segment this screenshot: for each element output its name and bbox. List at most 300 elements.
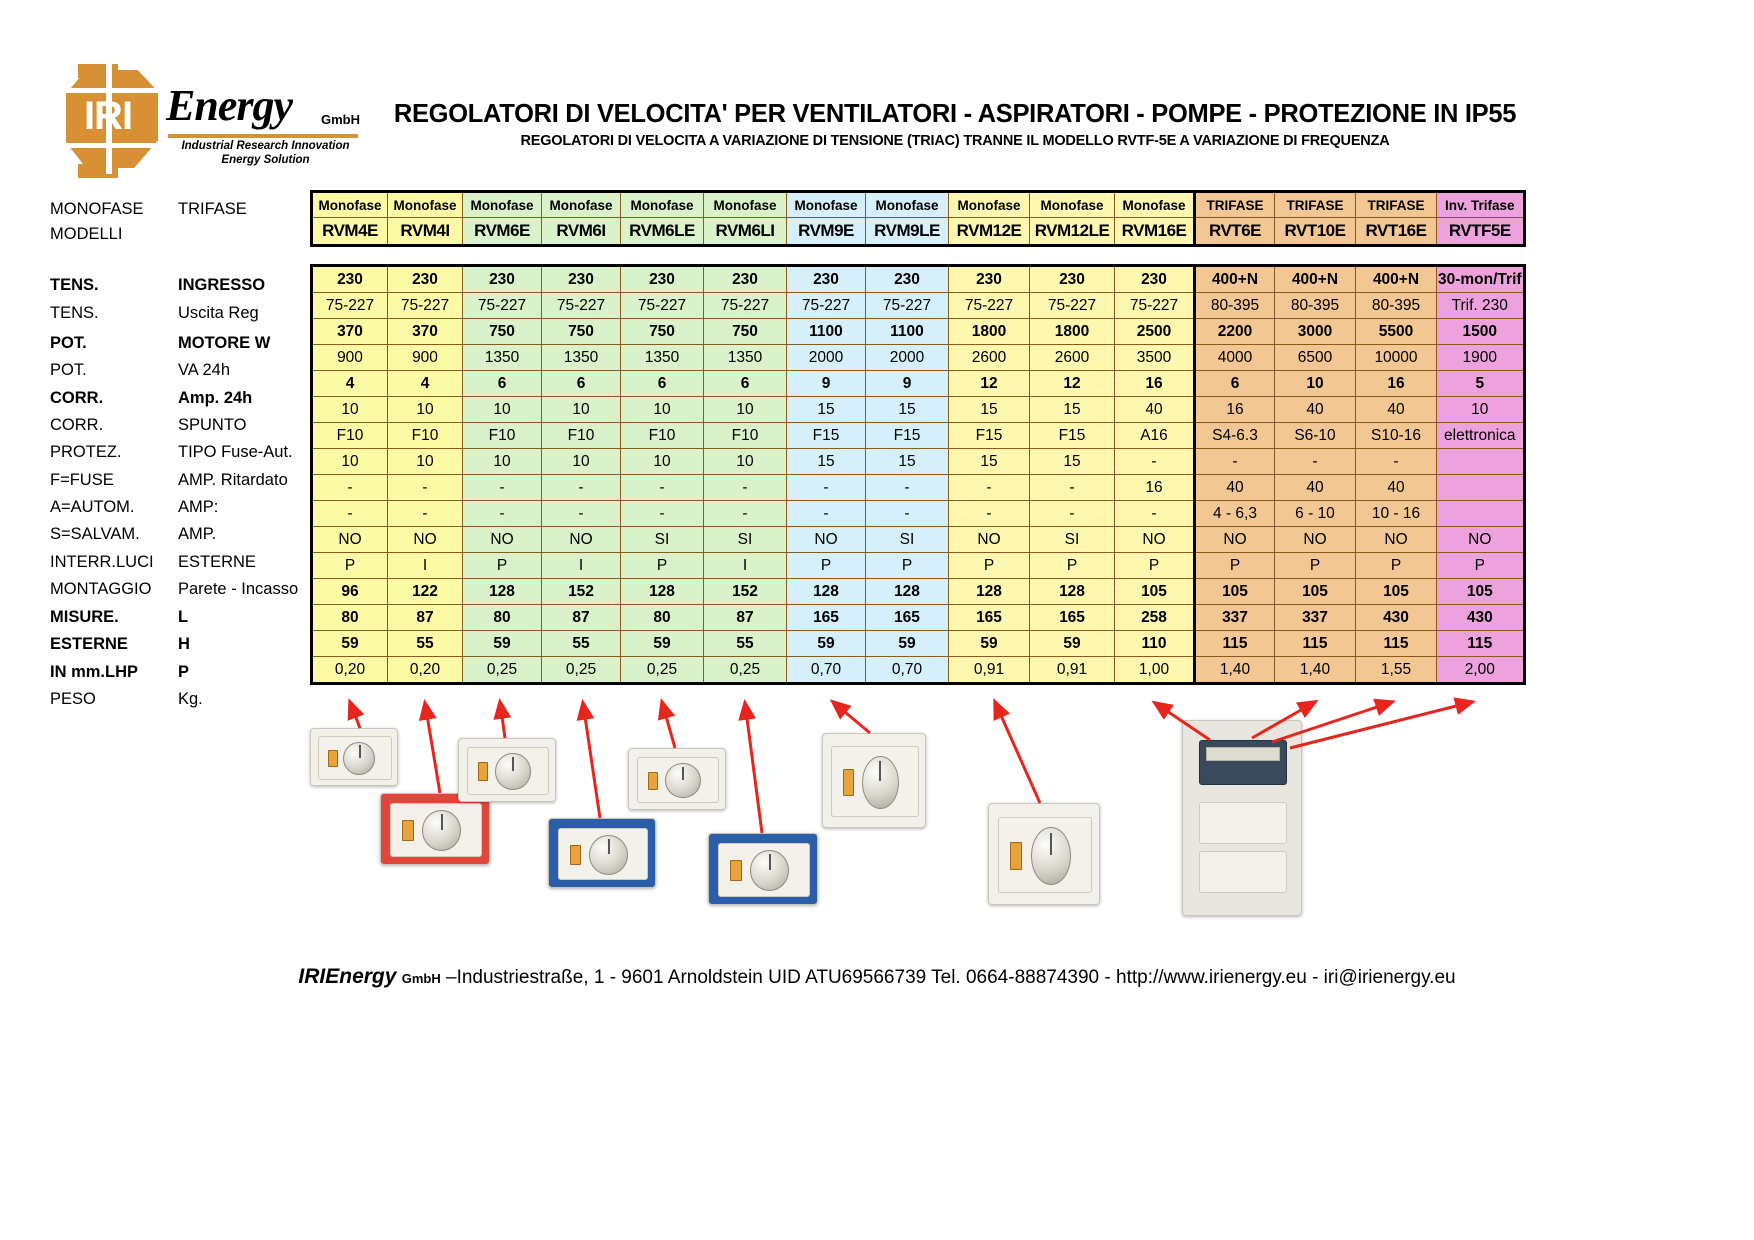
table-cell: 15 [1030, 397, 1115, 423]
row-label-primary: POT. [50, 334, 87, 352]
row-label-secondary: Amp. 24h [178, 389, 253, 407]
row-label-2 [50, 272, 315, 298]
table-cell: RVM12LE [1030, 218, 1115, 246]
table-cell: 16 [1115, 475, 1195, 501]
table-cell: 15 [949, 397, 1030, 423]
table-cell: NO [949, 527, 1030, 553]
table-cell: 6 [463, 371, 542, 397]
product-photo-rvm12e [988, 803, 1100, 905]
table-cell: 230 [1115, 266, 1195, 293]
table-cell: 80 [312, 605, 388, 631]
row-label-secondary: SPUNTO [178, 416, 247, 434]
table-cell: P [621, 553, 704, 579]
company-logo [58, 62, 358, 177]
table-cell: 10 [704, 397, 787, 423]
table-cell: RVM4I [388, 218, 463, 246]
table-cell: 2000 [866, 345, 949, 371]
table-gap [312, 246, 1525, 266]
row-label-secondary: Uscita Reg [178, 304, 259, 322]
table-cell: F10 [312, 423, 388, 449]
table-cell: 55 [704, 631, 787, 657]
table-cell: 105 [1115, 579, 1195, 605]
table-cell: 2600 [949, 345, 1030, 371]
table-cell: 128 [463, 579, 542, 605]
table-cell: 5 [1437, 371, 1525, 397]
table-cell: Monofase [704, 192, 787, 218]
table-cell: elettronica [1437, 423, 1525, 449]
table-cell: - [1030, 475, 1115, 501]
table-cell: RVM6E [463, 218, 542, 246]
table-cell: - [463, 501, 542, 527]
table-cell: 1,40 [1275, 657, 1356, 684]
table-cell: - [949, 501, 1030, 527]
footer-gmbh: GmbH [401, 971, 441, 986]
table-cell: - [1356, 449, 1437, 475]
row-label-8 [50, 439, 315, 465]
table-cell: 59 [463, 631, 542, 657]
table-cell: - [1115, 449, 1195, 475]
page-header [0, 0, 1754, 185]
table-cell: 400+N [1195, 266, 1275, 293]
table-cell: 1,55 [1356, 657, 1437, 684]
logo-tagline-line1: Industrial Research Innovation [181, 140, 350, 152]
table-cell: 900 [312, 345, 388, 371]
table-cell: 59 [1030, 631, 1115, 657]
table-cell: P [1356, 553, 1437, 579]
table-cell: 87 [704, 605, 787, 631]
table-cell: 370 [388, 319, 463, 345]
table-cell: 75-227 [1030, 293, 1115, 319]
table-cell: 370 [312, 319, 388, 345]
table-cell: Monofase [312, 192, 388, 218]
table-cell: 105 [1356, 579, 1437, 605]
row-label-1 [50, 221, 315, 247]
table-cell: SI [1030, 527, 1115, 553]
product-photo-rvm6li [708, 833, 818, 905]
table-cell: 59 [866, 631, 949, 657]
table-cell: 12 [949, 371, 1030, 397]
table-cell: - [787, 501, 866, 527]
table-cell: - [463, 475, 542, 501]
table-cell: 1,40 [1195, 657, 1275, 684]
table-cell: 2200 [1195, 319, 1275, 345]
table-cell: RVTF5E [1437, 218, 1525, 246]
table-cell: Monofase [1115, 192, 1195, 218]
row-label-secondary: VA 24h [178, 361, 230, 379]
table-cell: 4000 [1195, 345, 1275, 371]
table-cell: 10 [542, 449, 621, 475]
table-cell: NO [463, 527, 542, 553]
table-cell: 165 [866, 605, 949, 631]
table-cell: 750 [704, 319, 787, 345]
row-label-secondary: ESTERNE [178, 553, 256, 571]
row-label-primary: S=SALVAM. [50, 525, 140, 543]
table-cell: 15 [1030, 449, 1115, 475]
table-cell: 80 [621, 605, 704, 631]
table-cell: 10 [388, 449, 463, 475]
table-cell [1437, 475, 1525, 501]
table-cell: - [542, 475, 621, 501]
table-cell: NO [787, 527, 866, 553]
table-row-0 [312, 266, 1525, 293]
table-cell: 30-mon/Trif [1437, 266, 1525, 293]
table-cell: 75-227 [866, 293, 949, 319]
logo-iri-text: IRI [83, 94, 133, 138]
table-cell: 430 [1356, 605, 1437, 631]
table-cell: P [1275, 553, 1356, 579]
product-photo-rvm6le [628, 748, 726, 810]
table-cell: 6 [621, 371, 704, 397]
table-cell: 230 [866, 266, 949, 293]
table-cell: 10 [621, 397, 704, 423]
row-label-primary: MONOFASE [50, 200, 144, 218]
table-cell: 10 - 16 [1356, 501, 1437, 527]
table-cell: 15 [866, 449, 949, 475]
table-cell: 258 [1115, 605, 1195, 631]
row-label-7 [50, 412, 315, 438]
table-cell: 87 [388, 605, 463, 631]
table-cell: 750 [463, 319, 542, 345]
table-cell: NO [1356, 527, 1437, 553]
table-cell: F10 [704, 423, 787, 449]
table-cell: P [866, 553, 949, 579]
table-cell: RVT16E [1356, 218, 1437, 246]
table-cell: 10 [463, 397, 542, 423]
page-title: REGOLATORI DI VELOCITA' PER VENTILATORI - ASPIRATORI - POMPE - PROTEZIONE IN IP55 [393, 100, 1517, 128]
table-cell: 6500 [1275, 345, 1356, 371]
table-cell: 40 [1275, 475, 1356, 501]
table-cell: 75-227 [312, 293, 388, 319]
row-label-primary: PROTEZ. [50, 443, 122, 461]
table-row-7 [312, 449, 1525, 475]
row-label-secondary: P [178, 663, 190, 681]
table-row-2 [312, 319, 1525, 345]
table-cell: Monofase [621, 192, 704, 218]
table-cell: 400+N [1356, 266, 1437, 293]
product-photo-rvm6e [458, 738, 556, 802]
row-label-secondary: L [178, 608, 189, 626]
table-row-8 [312, 475, 1525, 501]
table-cell: - [704, 501, 787, 527]
table-cell: 0,91 [949, 657, 1030, 684]
table-cell: 152 [542, 579, 621, 605]
table-cell: 230 [388, 266, 463, 293]
table-cell: RVM4E [312, 218, 388, 246]
table-cell: NO [1115, 527, 1195, 553]
table-cell: 230 [542, 266, 621, 293]
table-cell: 4 [388, 371, 463, 397]
table-cell: RVM16E [1115, 218, 1195, 246]
table-cell: 105 [1195, 579, 1275, 605]
table-cell: 230 [787, 266, 866, 293]
table-cell: SI [621, 527, 704, 553]
table-cell: 55 [542, 631, 621, 657]
table-cell: - [312, 475, 388, 501]
table-cell: P [1115, 553, 1195, 579]
table-row-11 [312, 553, 1525, 579]
table-cell: 230 [463, 266, 542, 293]
table-cell: RVM6LE [621, 218, 704, 246]
table-cell: 1100 [787, 319, 866, 345]
table-cell: RVM12E [949, 218, 1030, 246]
table-cell: RVT10E [1275, 218, 1356, 246]
table-cell: - [621, 501, 704, 527]
row-label-primary: A=AUTOM. [50, 498, 135, 516]
table-cell: 75-227 [787, 293, 866, 319]
logo-energy-word: Energy [166, 81, 292, 130]
table-cell: P [1195, 553, 1275, 579]
footer-company-iri: IRI [298, 965, 326, 988]
row-label-secondary: Parete - Incasso [178, 580, 299, 598]
row-label-primary: MODELLI [50, 225, 123, 243]
table-cell: 12 [1030, 371, 1115, 397]
table-cell: 230 [1030, 266, 1115, 293]
row-label-13 [50, 576, 315, 602]
table-cell: 1350 [621, 345, 704, 371]
table-cell: 0,70 [787, 657, 866, 684]
table-cell: 1500 [1437, 319, 1525, 345]
row-label-primary: F=FUSE [50, 471, 114, 489]
table-cell: 75-227 [463, 293, 542, 319]
row-label-9 [50, 467, 315, 493]
table-cell: 1100 [866, 319, 949, 345]
table-cell: 10 [542, 397, 621, 423]
table-cell: 10 [312, 449, 388, 475]
row-label-secondary: TRIFASE [178, 200, 247, 218]
table-cell: 75-227 [949, 293, 1030, 319]
table-cell: 3500 [1115, 345, 1195, 371]
table-cell: F15 [1030, 423, 1115, 449]
table-cell: I [542, 553, 621, 579]
table-cell: 1800 [1030, 319, 1115, 345]
table-cell: F10 [542, 423, 621, 449]
table-cell: 1350 [704, 345, 787, 371]
table-cell: NO [1275, 527, 1356, 553]
specifications-table [310, 190, 1526, 685]
table-cell: 337 [1275, 605, 1356, 631]
table-cell [1437, 449, 1525, 475]
table-cell: S4-6.3 [1195, 423, 1275, 449]
table-cell: 9 [787, 371, 866, 397]
table-cell [1437, 501, 1525, 527]
table-cell: TRIFASE [1195, 192, 1275, 218]
row-label-secondary: AMP: [178, 498, 219, 516]
table-cell: SI [866, 527, 949, 553]
row-label-secondary: INGRESSO [178, 276, 266, 294]
table-cell: 16 [1195, 397, 1275, 423]
row-label-primary: PESO [50, 690, 96, 708]
table-cell: 6 - 10 [1275, 501, 1356, 527]
table-cell: 152 [704, 579, 787, 605]
table-cell: NO [388, 527, 463, 553]
table-cell: NO [542, 527, 621, 553]
table-cell: 80-395 [1195, 293, 1275, 319]
product-photo-gallery [0, 715, 1754, 945]
table-cell: 230 [949, 266, 1030, 293]
table-cell: - [542, 501, 621, 527]
table-cell: 0,20 [312, 657, 388, 684]
page-footer [0, 965, 1754, 989]
table-cell: F15 [787, 423, 866, 449]
table-cell: 110 [1115, 631, 1195, 657]
table-cell: 1900 [1437, 345, 1525, 371]
row-label-secondary: H [178, 635, 190, 653]
row-label-primary: INTERR.LUCI [50, 553, 154, 571]
row-label-primary: CORR. [50, 389, 104, 407]
table-cell: 10 [388, 397, 463, 423]
table-cell: 0,25 [463, 657, 542, 684]
table-cell: S6-10 [1275, 423, 1356, 449]
table-cell: - [949, 475, 1030, 501]
table-cell: 40 [1356, 397, 1437, 423]
table-cell: 0,25 [542, 657, 621, 684]
table-cell: 80-395 [1356, 293, 1437, 319]
table-cell: 10 [621, 449, 704, 475]
table-cell: RVT6E [1195, 218, 1275, 246]
table-cell: 337 [1195, 605, 1275, 631]
table-row-10 [312, 527, 1525, 553]
table-cell: Inv. Trifase [1437, 192, 1525, 218]
specifications-table-wrapper [310, 190, 1526, 685]
table-cell: 16 [1356, 371, 1437, 397]
row-label-16 [50, 659, 315, 685]
table-cell: I [388, 553, 463, 579]
table-cell: 230 [704, 266, 787, 293]
table-cell: NO [312, 527, 388, 553]
table-row-3 [312, 345, 1525, 371]
table-cell: 1350 [463, 345, 542, 371]
table-cell: 165 [1030, 605, 1115, 631]
table-cell: 59 [621, 631, 704, 657]
product-photo-rvm9e [822, 733, 926, 828]
table-cell: F10 [388, 423, 463, 449]
table-cell: P [312, 553, 388, 579]
row-label-primary: POT. [50, 361, 87, 379]
table-cell: 75-227 [1115, 293, 1195, 319]
table-cell: 0,70 [866, 657, 949, 684]
row-label-6 [50, 385, 315, 411]
table-cell: 10 [1437, 397, 1525, 423]
table-cell: 105 [1275, 579, 1356, 605]
table-cell: 10 [1275, 371, 1356, 397]
row-label-primary: TENS. [50, 304, 99, 322]
table-cell: 0,91 [1030, 657, 1115, 684]
table-cell: 900 [388, 345, 463, 371]
table-cell: 4 [312, 371, 388, 397]
row-label-17 [50, 686, 315, 712]
table-cell: 1800 [949, 319, 1030, 345]
table-cell: 59 [949, 631, 1030, 657]
row-label-12 [50, 549, 315, 575]
table-cell: 128 [1030, 579, 1115, 605]
table-row-5 [312, 397, 1525, 423]
table-cell: 750 [621, 319, 704, 345]
table-cell: Trif. 230 [1437, 293, 1525, 319]
table-cell: 1350 [542, 345, 621, 371]
table-cell: 128 [787, 579, 866, 605]
table-row-13 [312, 605, 1525, 631]
table-cell: 75-227 [621, 293, 704, 319]
table-row-1 [312, 293, 1525, 319]
row-label-primary: TENS. [50, 276, 99, 294]
row-label-primary: IN mm.LHP [50, 663, 139, 681]
table-cell: 128 [949, 579, 1030, 605]
table-cell: RVM9LE [866, 218, 949, 246]
table-cell: RVM6I [542, 218, 621, 246]
table-cell: - [866, 475, 949, 501]
table-cell: 40 [1115, 397, 1195, 423]
table-cell: - [1275, 449, 1356, 475]
table-cell: 9 [866, 371, 949, 397]
table-row-12 [312, 579, 1525, 605]
table-cell: 2600 [1030, 345, 1115, 371]
table-cell: 6 [1195, 371, 1275, 397]
table-cell: 75-227 [388, 293, 463, 319]
table-row-4 [312, 371, 1525, 397]
table-cell: SI [704, 527, 787, 553]
table-cell: 122 [388, 579, 463, 605]
table-cell: TRIFASE [1275, 192, 1356, 218]
table-cell: - [621, 475, 704, 501]
table-cell: 230 [312, 266, 388, 293]
row-label-secondary: TIPO Fuse-Aut. [178, 443, 293, 461]
table-cell: 40 [1195, 475, 1275, 501]
row-label-15 [50, 631, 315, 657]
table-cell: 55 [388, 631, 463, 657]
table-cell: TRIFASE [1356, 192, 1437, 218]
table-cell: - [1195, 449, 1275, 475]
table-cell: 0,20 [388, 657, 463, 684]
table-cell: 40 [1275, 397, 1356, 423]
table-cell: 0,25 [621, 657, 704, 684]
table-cell: 128 [621, 579, 704, 605]
table-cell: 115 [1195, 631, 1275, 657]
table-cell: 15 [949, 449, 1030, 475]
row-label-4 [50, 330, 315, 356]
table-cell: NO [1195, 527, 1275, 553]
row-label-primary: MISURE. [50, 608, 119, 626]
table-cell: Monofase [1030, 192, 1115, 218]
table-cell: 4 - 6,3 [1195, 501, 1275, 527]
logo-gmbh-suffix: GmbH [321, 112, 360, 127]
footer-company-energy: Energy [325, 965, 397, 988]
logo-tagline-line2: Energy Solution [221, 154, 310, 166]
row-label-primary: MONTAGGIO [50, 580, 152, 598]
table-cell: P [949, 553, 1030, 579]
table-cell: 430 [1437, 605, 1525, 631]
table-cell: 3000 [1275, 319, 1356, 345]
table-row-9 [312, 501, 1525, 527]
table-cell: 6 [704, 371, 787, 397]
table-cell: 96 [312, 579, 388, 605]
table-row-phase [312, 192, 1525, 218]
row-label-14 [50, 604, 315, 630]
footer-address: –Industriestraße, 1 - 9601 Arnoldstein UID ATU69566739 Tel. 0664-88874390 - http://www.irienergy.eu - iri@irienergy.eu [446, 967, 1456, 988]
table-cell: - [388, 501, 463, 527]
table-cell: NO [1437, 527, 1525, 553]
table-cell: Monofase [787, 192, 866, 218]
iri-logo-mark [58, 64, 168, 174]
table-cell: A16 [1115, 423, 1195, 449]
table-cell: 75-227 [704, 293, 787, 319]
table-row-15 [312, 657, 1525, 684]
table-cell: 115 [1437, 631, 1525, 657]
table-cell: Monofase [866, 192, 949, 218]
table-cell: 165 [787, 605, 866, 631]
table-cell: - [866, 501, 949, 527]
table-cell: F15 [949, 423, 1030, 449]
table-cell: 230 [621, 266, 704, 293]
